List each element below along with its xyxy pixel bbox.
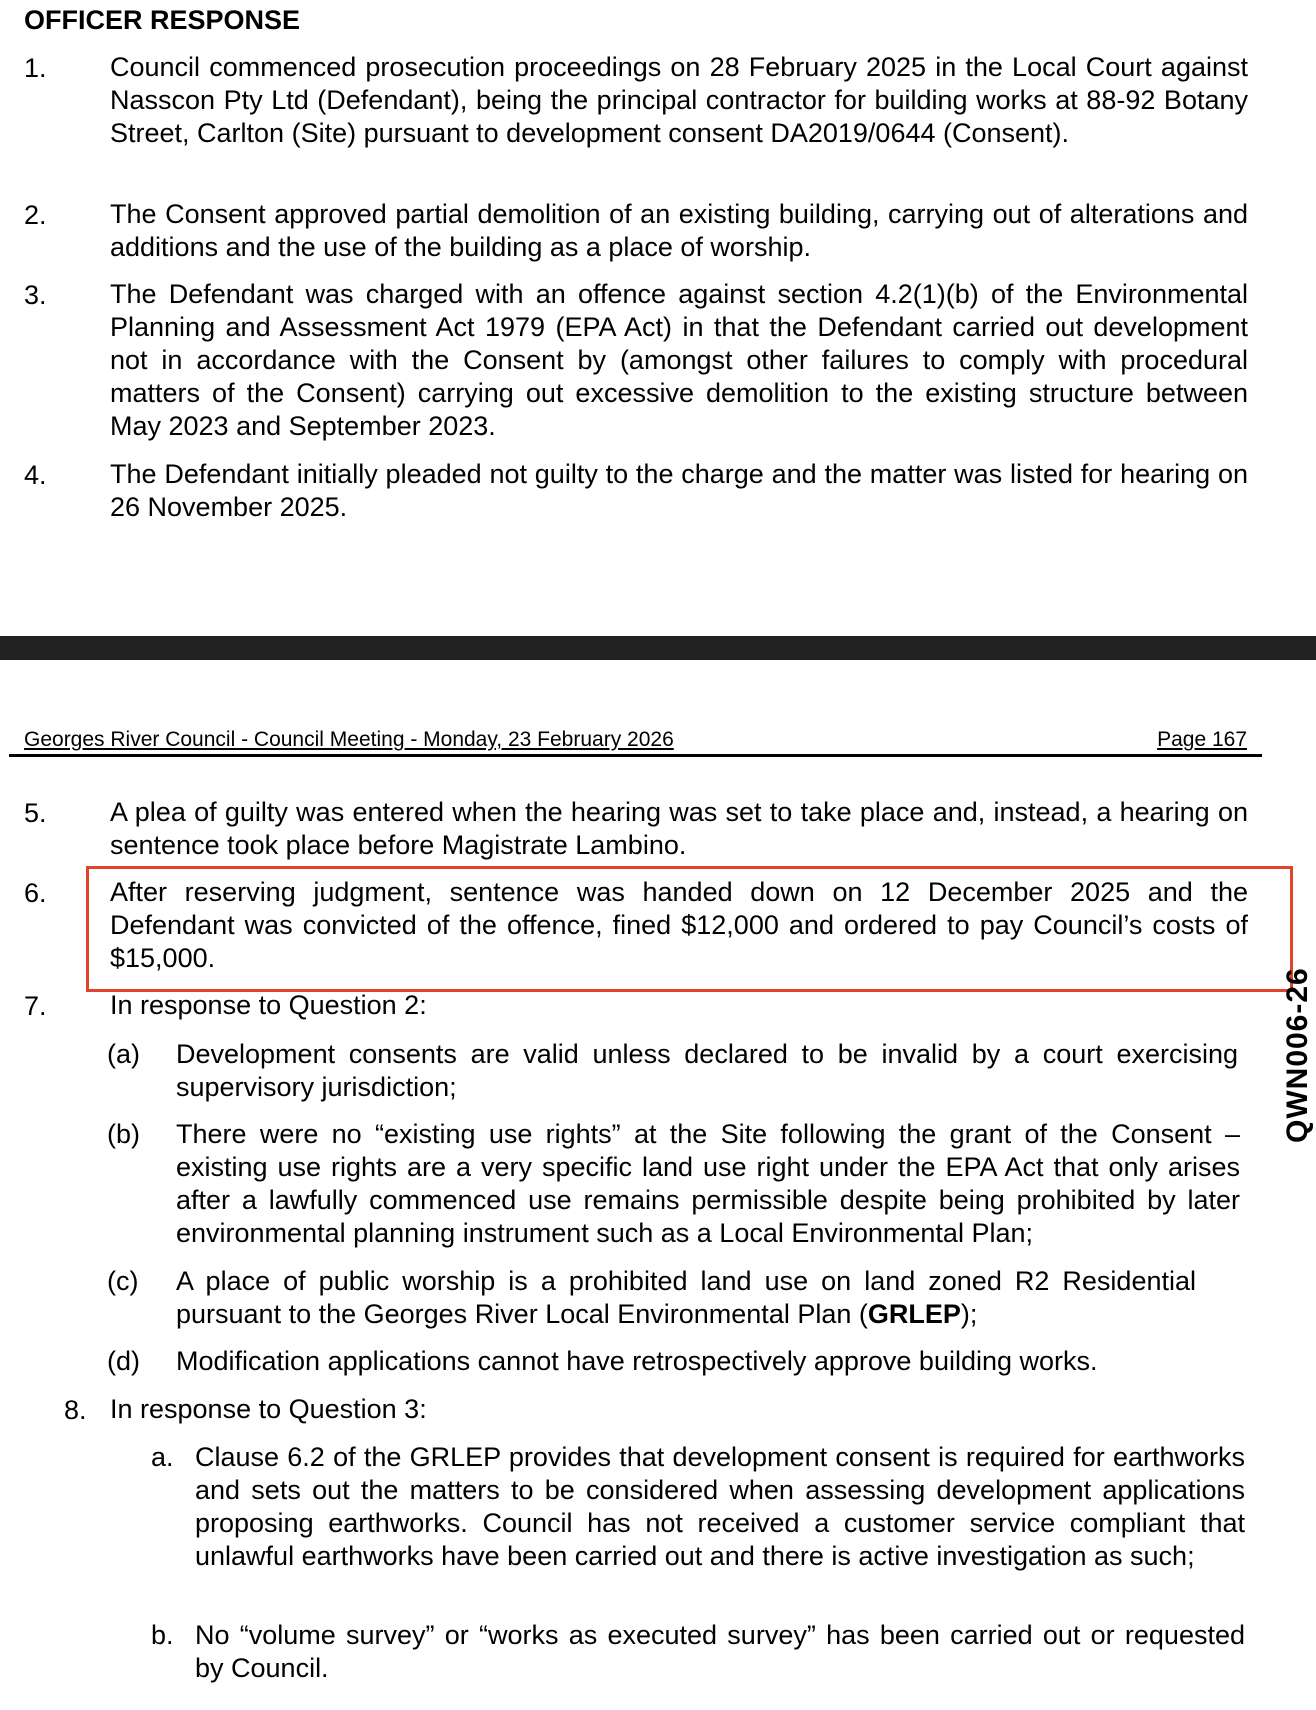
document-reference-code: QWN006-26 bbox=[1281, 967, 1314, 1143]
highlighted-paragraph-text: After reserving judgment, sentence was handed down on 12 December 2025 and the Defendant was convicted of the offence, fined $12,000 and ordered to pay Council’s costs of $15,000. bbox=[110, 877, 1248, 973]
paragraph-number: 1. bbox=[24, 53, 47, 83]
paragraph-text: In response to Question 3: bbox=[110, 1394, 427, 1424]
list-item-label: (c) bbox=[107, 1266, 139, 1296]
list-item-text-part: ); bbox=[960, 1299, 978, 1329]
list-item-text: Development consents are valid unless declared to be invalid by a court exercising supervisory jurisdiction; bbox=[176, 1039, 1238, 1102]
paragraph-number: 2. bbox=[24, 200, 47, 230]
paragraph-text: The Defendant initially pleaded not guilty to the charge and the matter was listed for hearing on 26 November 2025. bbox=[110, 459, 1248, 522]
list-item-text: There were no “existing use rights” at the Site following the grant of the Consent – existing use rights are a very specific land use right under the EPA Act that only arises after a lawfully commenced use remains permissible despite being prohibited by later environmental planning instrument such as a Local Environmental Plan; bbox=[176, 1119, 1240, 1248]
paragraph-text: Council commenced prosecution proceedings on 28 February 2025 in the Local Court against Nasscon Pty Ltd (Defendant), being the principal contractor for building works at 88-92 Botany Street, Carlton (Site) pursuant to development consent DA2019/0644 (Consent). bbox=[110, 52, 1248, 148]
list-item-text-part: A place of public worship is a prohibited land use on land zoned R2 Residential pursuant to the Georges River Local Environmental Plan ( bbox=[176, 1266, 1196, 1329]
list-item-label: (d) bbox=[107, 1346, 140, 1376]
list-item-label: b. bbox=[151, 1620, 174, 1650]
paragraph-text: A plea of guilty was entered when the hearing was set to take place and, instead, a hearing on sentence took place before Magistrate Lambino. bbox=[110, 797, 1248, 860]
section-heading: OFFICER RESPONSE bbox=[24, 5, 301, 35]
footer-page-number: Page 167 bbox=[1157, 728, 1247, 751]
list-item-text: No “volume survey” or “works as executed survey” has been carried out or requested by Council. bbox=[195, 1620, 1245, 1683]
list-item-text bbox=[176, 1265, 1196, 1331]
paragraph-number: 7. bbox=[24, 991, 47, 1021]
page-divider bbox=[0, 636, 1316, 660]
paragraph-number: 8. bbox=[64, 1395, 87, 1425]
paragraph-text: The Consent approved partial demolition of an existing building, carrying out of alterations and additions and the use of the building as a place of worship. bbox=[110, 199, 1248, 262]
grlep-abbreviation: GRLEP bbox=[867, 1299, 961, 1329]
page-footer bbox=[9, 726, 1262, 757]
paragraph-number: 6. bbox=[24, 878, 47, 908]
list-item-label: (a) bbox=[107, 1039, 140, 1069]
paragraph-number: 4. bbox=[24, 460, 47, 490]
list-item-text: Clause 6.2 of the GRLEP provides that development consent is required for earthworks and sets out the matters to be considered when assessing development applications proposing earthworks. Council has not received a customer service compliant that unlawful earthworks have been carried out and there is active investigation as such; bbox=[195, 1442, 1245, 1571]
list-item-label: a. bbox=[151, 1442, 174, 1472]
list-item-text: Modification applications cannot have retrospectively approve building works. bbox=[176, 1346, 1098, 1376]
paragraph-text: In response to Question 2: bbox=[110, 990, 427, 1020]
paragraph-number: 5. bbox=[24, 798, 47, 828]
paragraph-text: The Defendant was charged with an offence against section 4.2(1)(b) of the Environmental Planning and Assessment Act 1979 (EPA Act) in that the Defendant carried out development not in accordance with the Consent by (amongst other failures to comply with procedural matters of the Consent) carrying out excessive demolition to the existing structure between May 2023 and September 2023. bbox=[110, 279, 1248, 441]
paragraph-number: 3. bbox=[24, 280, 47, 310]
footer-meeting-info: Georges River Council - Council Meeting - Monday, 23 February 2026 bbox=[24, 728, 674, 751]
highlight-box bbox=[86, 866, 1293, 992]
list-item-label: (b) bbox=[107, 1119, 140, 1149]
